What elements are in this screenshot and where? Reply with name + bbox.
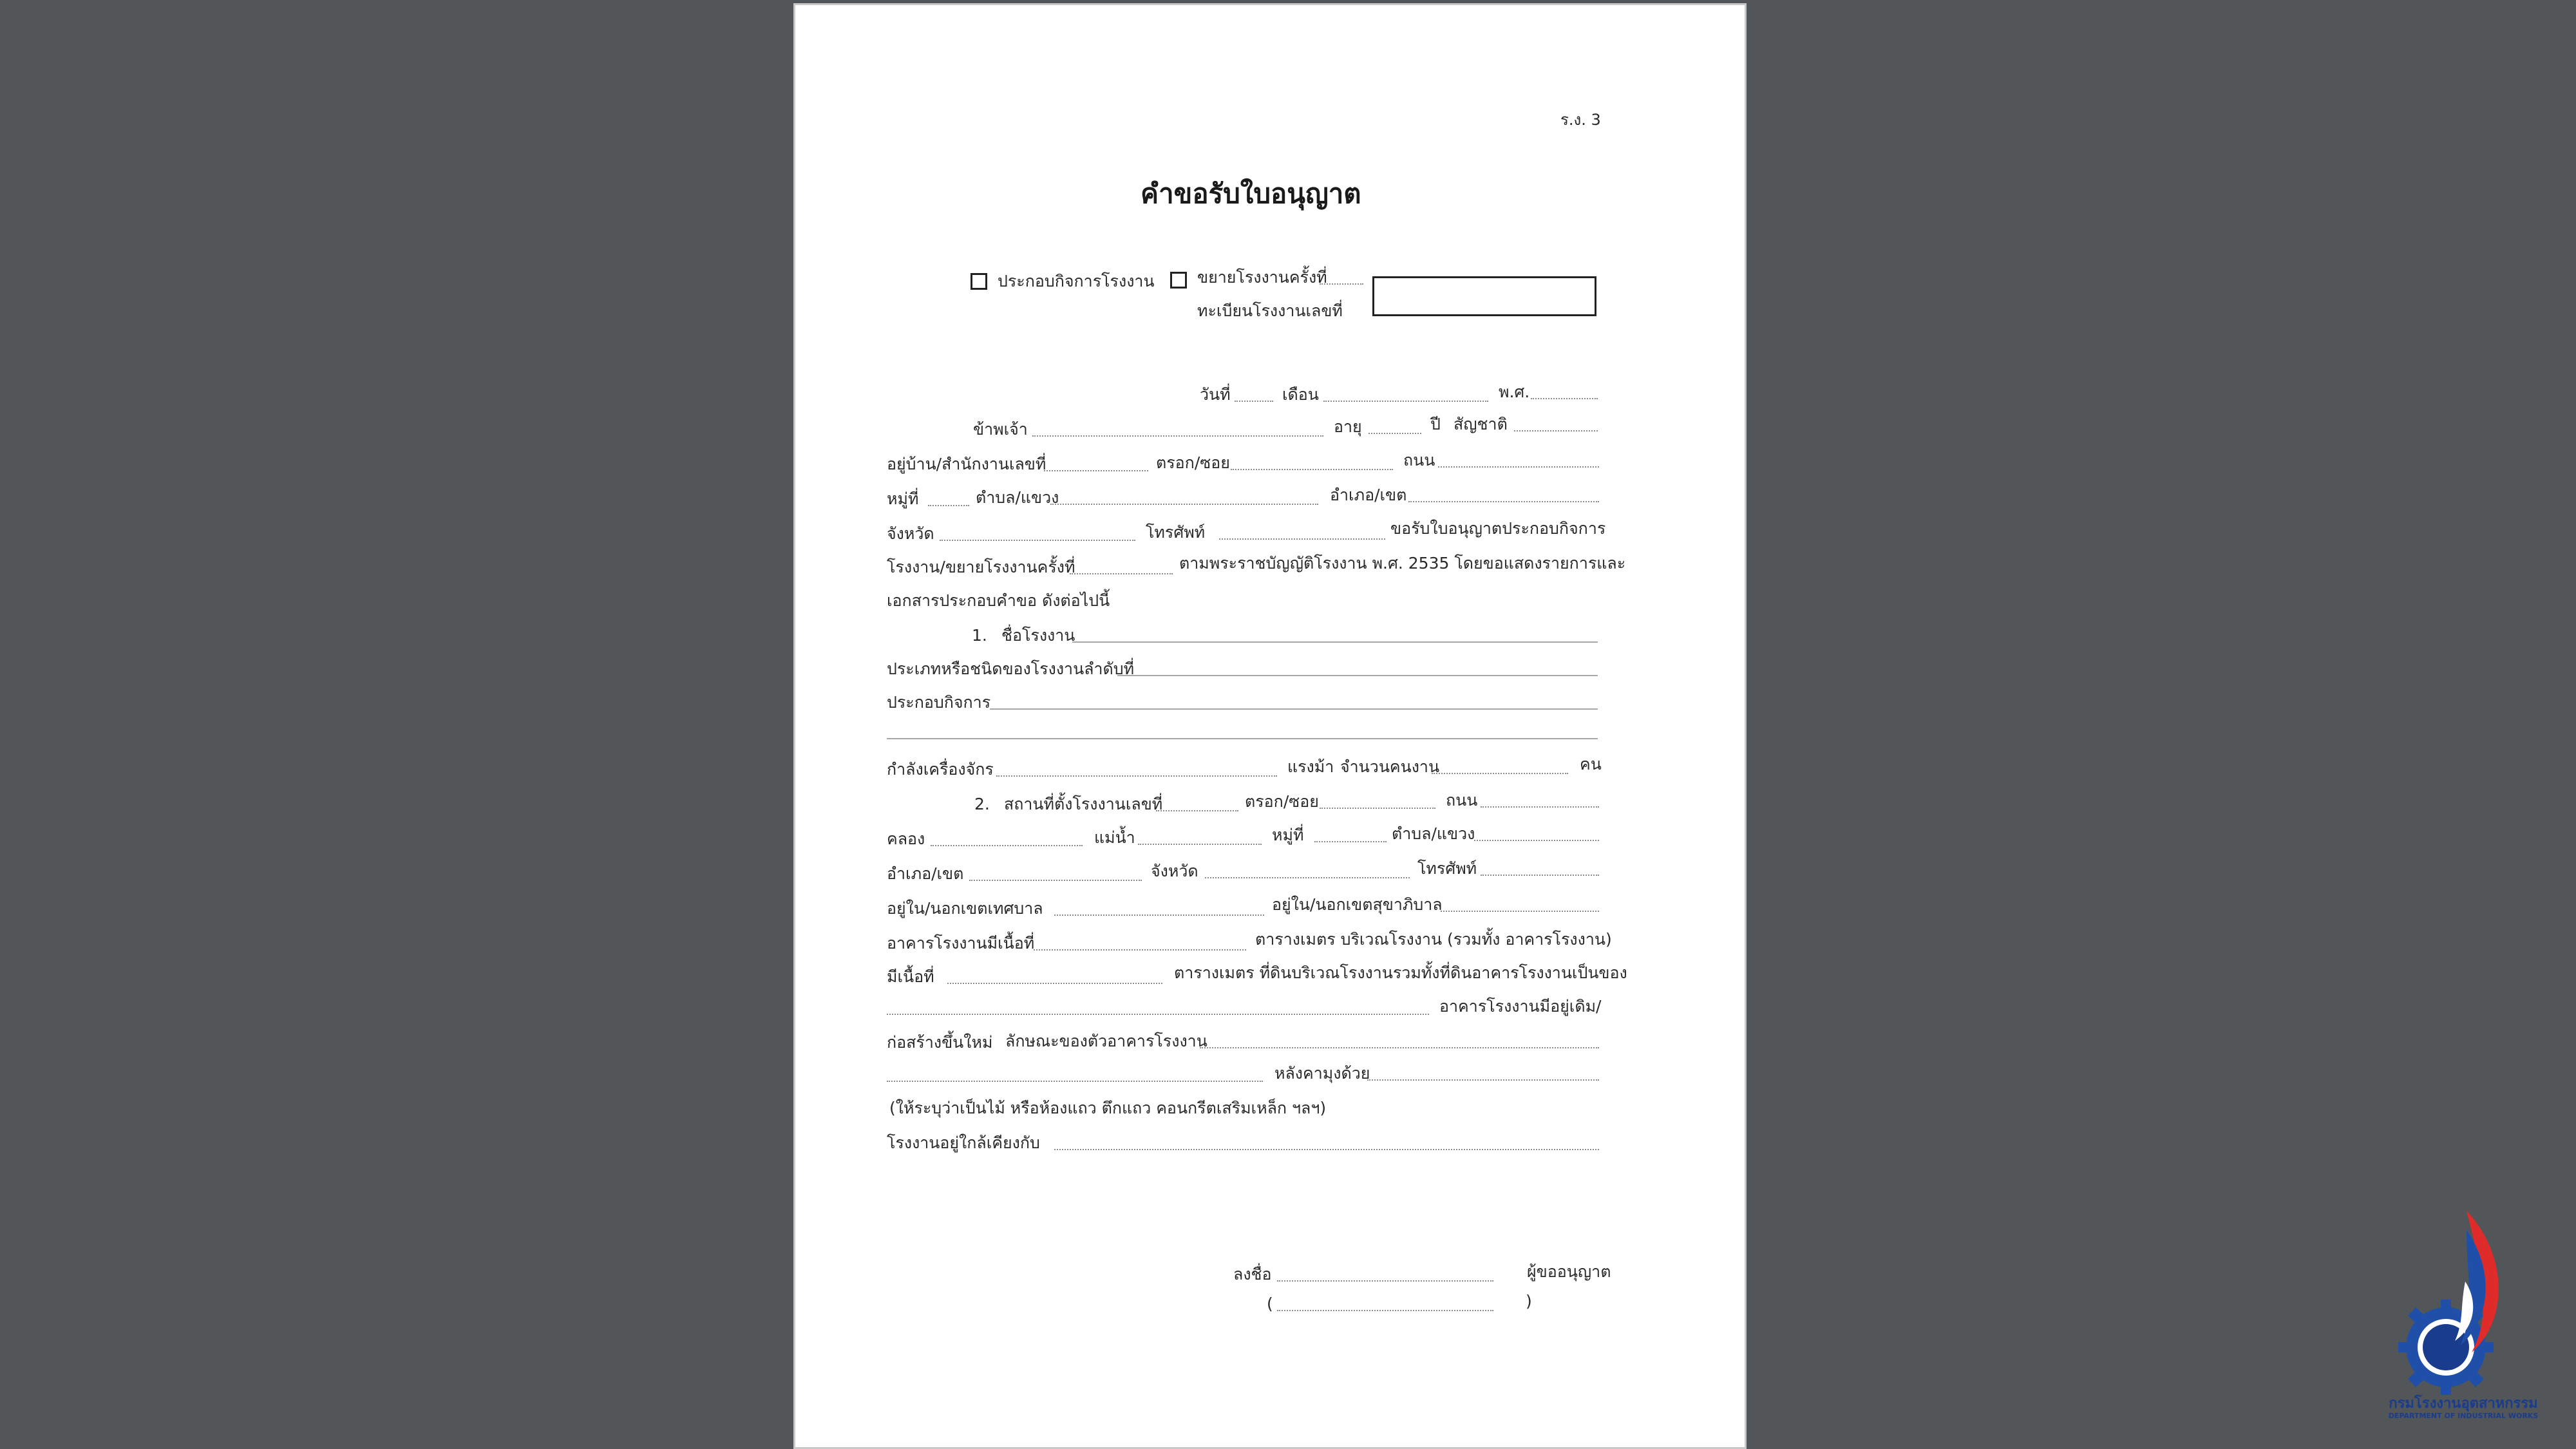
- building-area-label: อาคารโรงงานมีเนื้อที่: [887, 934, 1035, 952]
- province-line[interactable]: [940, 540, 1135, 541]
- location-phone-line[interactable]: [1481, 875, 1599, 876]
- location-road-label: ถนน: [1446, 791, 1478, 810]
- river-line[interactable]: [1138, 844, 1262, 845]
- option-operate-label: ประกอบกิจการโรงงาน: [998, 272, 1155, 290]
- road-label: ถนน: [1403, 451, 1435, 469]
- roof-label: หลังคามุงด้วย: [1274, 1064, 1370, 1083]
- location-phone-label: โทรศัพท์: [1417, 859, 1477, 878]
- machine-power-label: กำลังเครื่องจักร: [887, 760, 994, 779]
- factory-type-label: ประเภทหรือชนิดของโรงงานลำดับที่: [887, 659, 1135, 678]
- roof-line[interactable]: [1367, 1079, 1599, 1081]
- horsepower-label: แรงม้า: [1287, 757, 1334, 776]
- nearby-line[interactable]: [1054, 1149, 1599, 1150]
- location-subdistrict-line[interactable]: [1474, 840, 1599, 841]
- alley-line[interactable]: [1231, 469, 1393, 470]
- section2-number: 2.: [974, 795, 990, 813]
- location-road-line[interactable]: [1481, 806, 1599, 808]
- location-no-line[interactable]: [1156, 810, 1238, 811]
- form-code: ร.ง. 3: [1560, 111, 1601, 129]
- municipality-label: อยู่ใน/นอกเขตเทศบาล: [887, 899, 1043, 918]
- date-month-line[interactable]: [1323, 401, 1488, 402]
- material-note: (ให้ระบุว่าเป็นไม้ หรือห้องแถว ตึกแถว คอนกรีตเสริมเหล็ก ฯลฯ): [889, 1099, 1327, 1117]
- date-year-label: พ.ศ.: [1499, 383, 1530, 401]
- location-label: สถานที่ตั้งโรงงานเลขที่: [1004, 795, 1163, 813]
- factory-name-label: ชื่อโรงงาน: [1001, 626, 1075, 645]
- house-no-line[interactable]: [1044, 470, 1148, 471]
- factory-name-line[interactable]: [1072, 641, 1598, 643]
- existing-text: อาคารโรงงานมีอยู่เดิม/: [1439, 997, 1602, 1016]
- workers-label: จำนวนคนงาน: [1340, 757, 1440, 776]
- location-district-line[interactable]: [969, 880, 1142, 881]
- road-line[interactable]: [1438, 466, 1599, 468]
- location-moo-line[interactable]: [1314, 841, 1387, 842]
- character-line[interactable]: [1200, 1047, 1599, 1048]
- character-label: ลักษณะของตัวอาคารโรงงาน: [1005, 1032, 1208, 1050]
- logo-text-en: DEPARTMENT OF INDUSTRIAL WORKS: [2388, 1412, 2539, 1421]
- river-label: แม่น้ำ: [1094, 828, 1135, 847]
- department-logo: [2370, 1204, 2557, 1423]
- new-build-text: ก่อสร้างขึ้นใหม่: [887, 1033, 993, 1052]
- document-page: [793, 3, 1747, 1449]
- date-month-label: เดือน: [1282, 385, 1319, 404]
- date-day-line[interactable]: [1235, 401, 1273, 402]
- location-district-label: อำเภอ/เขต: [887, 864, 964, 883]
- logo-text-th: กรมโรงงานอุตสาหกรรม: [2389, 1396, 2538, 1412]
- location-alley-line[interactable]: [1320, 808, 1435, 809]
- character-line-2[interactable]: [887, 1081, 1263, 1082]
- business-label: ประกอบกิจการ: [887, 693, 991, 712]
- house-no-label: อยู่บ้าน/สำนักงานเลขที่: [887, 455, 1046, 473]
- workers-line[interactable]: [1432, 773, 1568, 774]
- has-area-line[interactable]: [947, 983, 1162, 984]
- expand-no-line[interactable]: [1070, 573, 1173, 574]
- form-title: คำขอรับใบอนุญาต: [1141, 178, 1361, 209]
- reg-no-box[interactable]: [1372, 276, 1596, 316]
- municipality-line[interactable]: [1054, 914, 1264, 916]
- sanitary-line[interactable]: [1441, 911, 1599, 912]
- sqm-area-text: ตารางเมตร บริเวณโรงงาน (รวมทั้ง อาคารโรงงาน): [1255, 930, 1612, 949]
- location-subdistrict-label: ตำบล/แขวง: [1392, 824, 1475, 843]
- location-alley-label: ตรอก/ซอย: [1245, 792, 1319, 811]
- checkbox-expand[interactable]: [1170, 272, 1187, 289]
- act-text: ตามพระราชบัญญัติโรงงาน พ.ศ. 2535 โดยขอแสดงรายการและ: [1179, 554, 1626, 573]
- date-year-line[interactable]: [1531, 398, 1598, 399]
- signature-line[interactable]: [1277, 1280, 1493, 1282]
- persons-label: คน: [1580, 755, 1602, 773]
- option-expand-label: ขยายโรงงานครั้งที่: [1197, 268, 1327, 287]
- land-owner-text: ตารางเมตร ที่ดินบริเวณโรงงานรวมทั้งที่ดินอาคารโรงงานเป็นของ: [1174, 963, 1627, 982]
- request-text-a: ขอรับใบอนุญาตประกอบกิจการ: [1390, 519, 1606, 538]
- expand-count-line[interactable]: [1320, 283, 1363, 285]
- section1-number: 1.: [972, 626, 987, 645]
- sign-label: ลงชื่อ: [1233, 1265, 1272, 1283]
- sanitary-label: อยู่ใน/นอกเขตสุขาภิบาล: [1272, 895, 1443, 914]
- years-label: ปี: [1430, 415, 1441, 433]
- flame-gear-icon: [2370, 1204, 2557, 1397]
- printed-name-line[interactable]: [1277, 1310, 1493, 1311]
- phone-label: โทรศัพท์: [1146, 523, 1206, 542]
- alley-label: ตรอก/ซอย: [1156, 453, 1230, 472]
- canal-label: คลอง: [887, 829, 925, 848]
- applicant-name-label: ข้าพเจ้า: [973, 420, 1028, 439]
- nationality-label: สัญชาติ: [1454, 415, 1508, 433]
- district-line[interactable]: [1408, 501, 1599, 502]
- canal-line[interactable]: [931, 845, 1083, 846]
- docs-text: เอกสารประกอบคำขอ ดังต่อไปนี้: [887, 591, 1110, 610]
- location-province-line[interactable]: [1205, 877, 1410, 878]
- moo-line[interactable]: [928, 505, 969, 506]
- location-province-label: จังหวัด: [1151, 862, 1198, 880]
- age-line[interactable]: [1368, 433, 1421, 434]
- factory-type-line[interactable]: [1117, 675, 1598, 676]
- province-label: จังหวัด: [887, 524, 934, 543]
- has-area-label: มีเนื้อที่: [887, 967, 934, 986]
- request-text-b: โรงงาน/ขยายโรงงานครั้งที่: [887, 558, 1075, 576]
- nearby-label: โรงงานอยู่ใกล้เคียงกับ: [887, 1133, 1040, 1152]
- name-paren-open: (: [1267, 1294, 1273, 1313]
- machine-power-line[interactable]: [996, 775, 1277, 777]
- subdistrict-line[interactable]: [1050, 504, 1318, 505]
- business-line[interactable]: [990, 708, 1598, 710]
- phone-line[interactable]: [1219, 538, 1385, 540]
- applicant-name-line[interactable]: [1032, 435, 1323, 437]
- subdistrict-label: ตำบล/แขวง: [976, 488, 1059, 507]
- location-moo-label: หมู่ที่: [1272, 826, 1304, 844]
- applicant-sign-label: ผู้ขออนุญาต: [1527, 1262, 1611, 1281]
- name-paren-close: ): [1526, 1292, 1532, 1311]
- checkbox-operate[interactable]: [971, 273, 987, 290]
- date-day-label: วันที่: [1200, 385, 1231, 404]
- land-owner-line[interactable]: [887, 1014, 1429, 1015]
- moo-label: หมู่ที่: [887, 489, 919, 508]
- age-label: อายุ: [1334, 417, 1362, 436]
- nationality-line[interactable]: [1514, 430, 1598, 431]
- district-label: อำเภอ/เขต: [1330, 486, 1407, 504]
- building-area-line[interactable]: [1034, 949, 1246, 951]
- reg-no-label: ทะเบียนโรงงานเลขที่: [1197, 301, 1343, 320]
- business-line-2[interactable]: [887, 738, 1598, 739]
